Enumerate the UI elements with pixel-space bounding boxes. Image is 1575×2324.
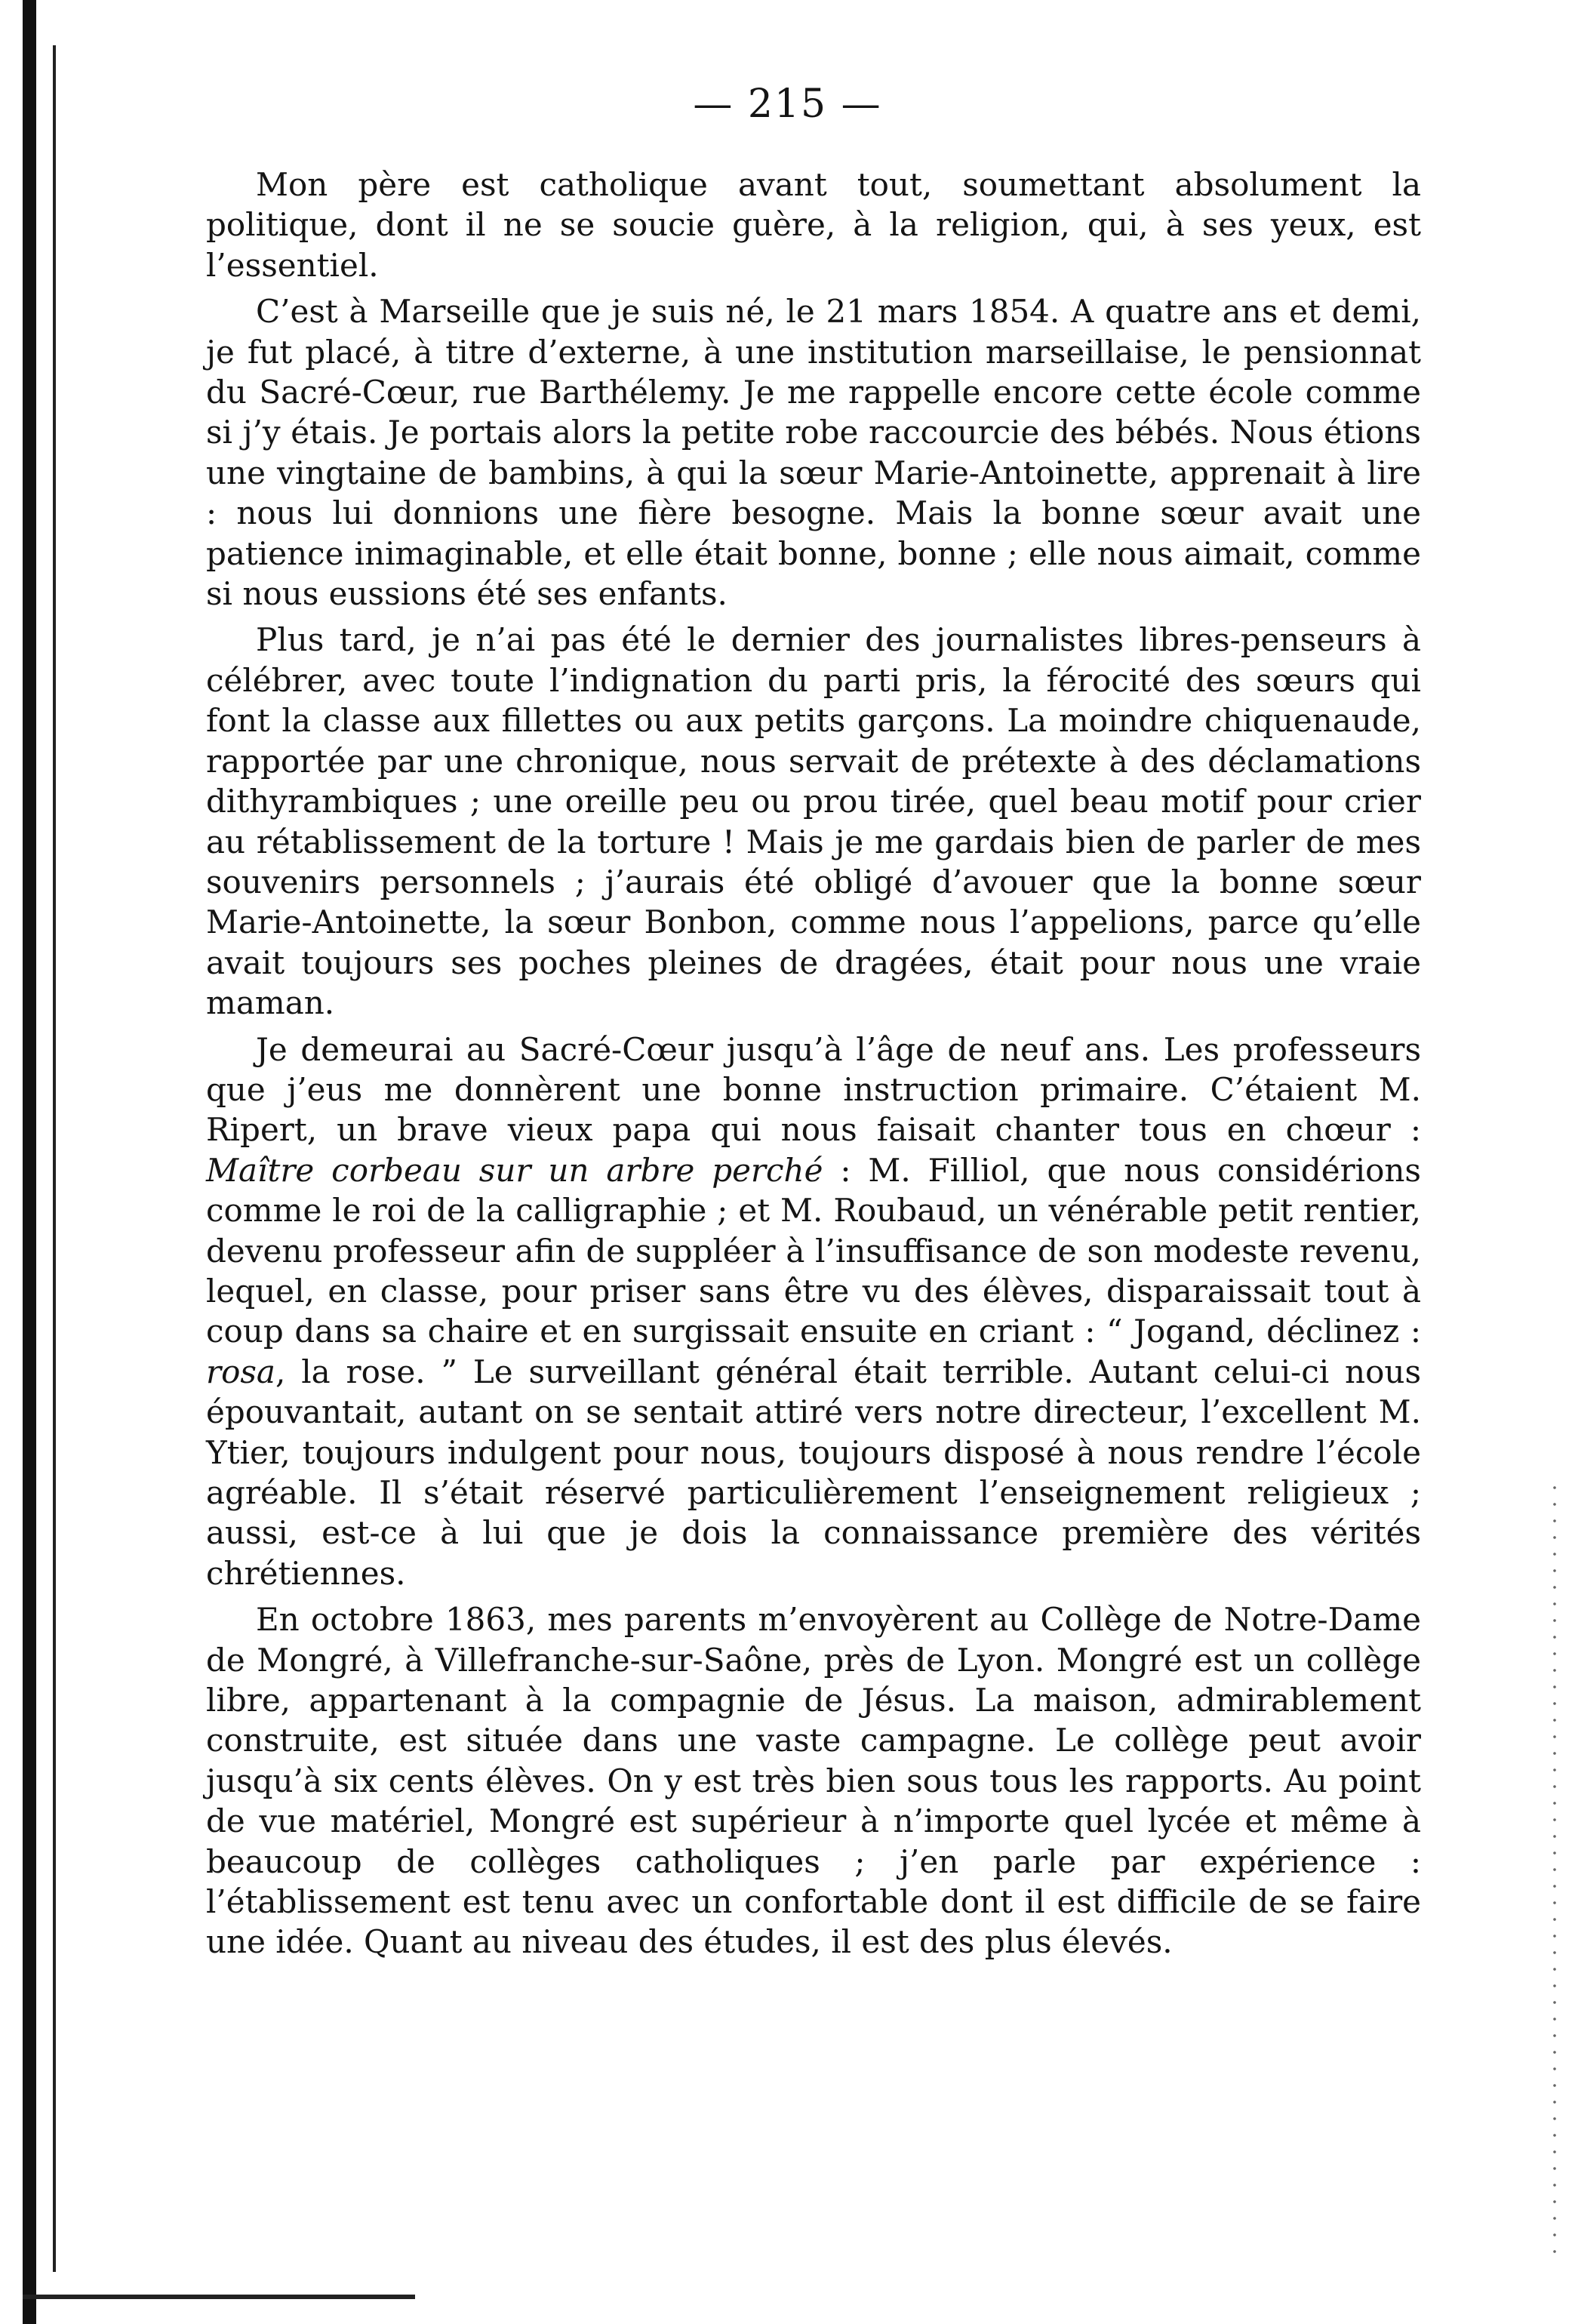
paragraph-5: En octobre 1863, mes parents m’envoyèrent au Collège de Notre-Dame de Mongré, à Villefranche-sur-Saône, près de Lyon. Mongré est un collège libre, appartenant à la compagnie de Jésus. La maison, admirablement construite, est située dans une vaste campagne. Le collège peut avoir jusqu’à six cents élèves. On y est très bien sous tous les rapports. Au point de vue matériel, Mongré est supérieur à n’importe quel lycée et même à beaucoup de collèges catholiques ; j’en parle par expérience : l’établissement est tenu avec un confortable dont il est difficile de se faire une idée. Quant au niveau des études, il est des plus élevés. xyxy=(206,1601,1421,1961)
paragraph-4-part-2: : M. Filliol, que nous considérions comme le roi de la calligraphie ; et M. Roubaud, un vénérable petit rentier, devenu professeur afin de suppléer à l’insuffisance de son modeste revenu, lequel, en classe, pour priser sans être vu des élèves, disparaissait tout à coup dans sa chaire et en surgissait ensuite en criant : “ Jogand, déclinez : xyxy=(206,1151,1421,1350)
page-number: — 215 — xyxy=(693,82,882,127)
body-text xyxy=(206,165,1421,1968)
page-left-edge-shadow xyxy=(23,0,36,2324)
page-left-rule xyxy=(53,45,56,2272)
page-bottom-edge-shadow xyxy=(23,2295,415,2299)
paragraph-1: Mon père est catholique avant tout, soumettant absolument la politique, dont il ne se soucie guère, à la religion, qui, à ses yeux, est l’essentiel. xyxy=(206,166,1421,284)
paragraph-2: C’est à Marseille que je suis né, le 21 mars 1854. A quatre ans et demi, je fut placé, à titre d’externe, à une institution marseillaise, le pensionnat du Sacré-Cœur, rue Barthélemy. Je me rappelle encore cette école comme si j’y étais. Je portais alors la petite robe raccourcie des bébés. Nous étions une vingtaine de bambins, à qui la sœur Marie-Antoinette, apprenait à lire : nous lui donnions une fière besogne. Mais la bonne sœur avait une patience inimaginable, et elle était bonne, bonne ; elle nous aimait, comme si nous eussions été ses enfants. xyxy=(206,293,1421,613)
paragraph-4 xyxy=(206,1030,1421,1594)
fable-title: Maître corbeau sur un arbre perché xyxy=(206,1151,823,1189)
paragraph-3: Plus tard, je n’ai pas été le dernier des journalistes libres-penseurs à célébrer, avec toute l’indignation du parti pris, la férocité des sœurs qui font la classe aux fillettes ou aux petits garçons. La moindre chiquenaude, rapportée par une chronique, nous servait de prétexte à des déclamations dithyrambiques ; une oreille peu ou prou tirée, quel beau motif pour crier au rétablissement de la torture ! Mais je me gardais bien de parler de mes souvenirs personnels ; j’aurais été obligé d’avouer que la bonne sœur Marie-Antoinette, la sœur Bonbon, comme nous l’appelions, parce qu’elle avait toujours ses poches pleines de dragées, était pour nous une vraie maman. xyxy=(206,621,1421,1022)
paragraph-4-part-3: , la rose. ” Le surveillant général était terrible. Autant celui-ci nous épouvantait, autant on se sentait attiré vers notre directeur, l’excellent M. Ytier, toujours indulgent pour nous, toujours disposé à nous rendre l’école agréable. Il s’était réservé particulièrement l’enseignement religieux ; aussi, est-ce à lui que je dois la connaissance première des vérités chrétiennes. xyxy=(206,1353,1421,1592)
paragraph-4-part-1: Je demeurai au Sacré-Cœur jusqu’à l’âge de neuf ans. Les professeurs que j’eus me donnèrent une bonne instruction primaire. C’étaient M. Ripert, un brave vieux papa qui nous faisait chanter tous en chœur : xyxy=(206,1030,1421,1149)
margin-scan-specks xyxy=(1549,1479,1560,2264)
latin-word: rosa xyxy=(206,1353,275,1390)
